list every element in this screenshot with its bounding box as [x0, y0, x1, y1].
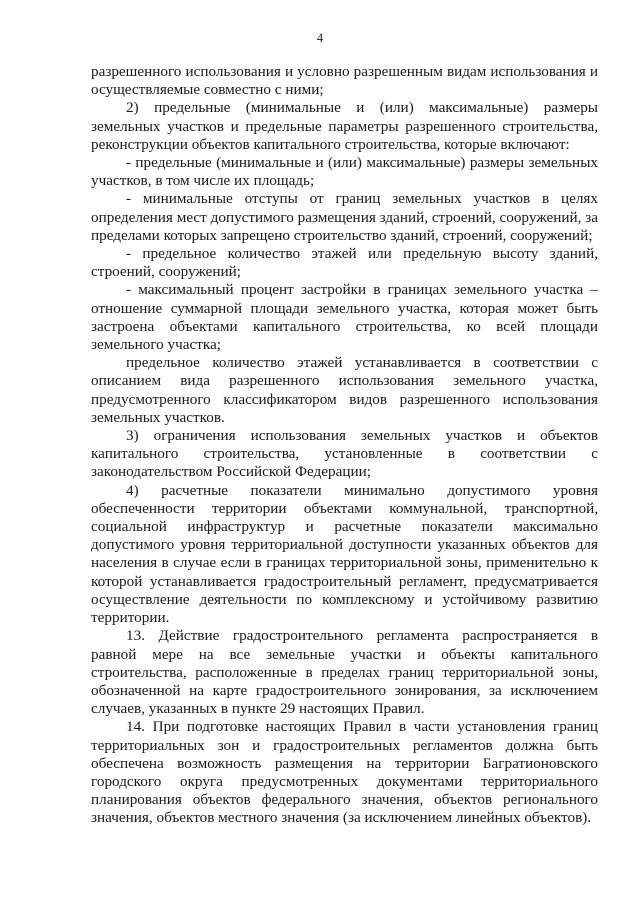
paragraph-bullet-coverage: - максимальный процент застройки в границах земельного участка – отношение суммарной площади земельного участка, которая может быть застроена объектами капитального строительства, ко всей площади земельного участка;	[91, 281, 598, 354]
paragraph-14: 14. При подготовке настоящих Правил в части установления границ территориальных зон и градостроительных регламентов должна быть обеспечена возможность размещения на территории Багратионовского городского округа предусмотренных документами территориального планирования объектов федерального значения, объектов регионального значения, объектов местного значения (за исключением линейных объектов).	[91, 718, 598, 827]
paragraph-continuation: разрешенного использования и условно разрешенным видам использования и осуществляемые совместно с ними;	[91, 63, 598, 99]
paragraph-item-4: 4) расчетные показатели минимально допустимого уровня обеспеченности территории объектами коммунальной, транспортной, социальной инфраструктур и расчетные показатели максимально допустимого уровня территориальной доступности указанных объектов для населения в случае если в границах территориальной зоны, применительно к которой устанавливается градостроительный регламент, предусматривается осуществление деятельности по комплексному и устойчивому развитию территории.	[91, 481, 598, 627]
paragraph-floors-note: предельное количество этажей устанавливается в соответствии с описанием вида разрешенного использования земельного участка, предусмотренного классификатором видов разрешенного использования земельных участков.	[91, 354, 598, 426]
page-number: 4	[316, 31, 324, 45]
paragraph-item-3: 3) ограничения использования земельных участков и объектов капитального строительства, установленные в соответствии с законодательством Российской Федерации;	[91, 427, 598, 481]
paragraph-bullet-floors: - предельное количество этажей или предельную высоту зданий, строений, сооружений;	[91, 245, 598, 281]
document-body	[91, 63, 598, 828]
paragraph-bullet-sizes: - предельные (минимальные и (или) максимальные) размеры земельных участков, в том числе их площадь;	[91, 154, 598, 190]
paragraph-item-2: 2) предельные (минимальные и (или) максимальные) размеры земельных участков и предельные параметры разрешенного строительства, реконструкции объектов капитального строительства, которые включают:	[91, 99, 598, 153]
paragraph-13: 13. Действие градостроительного регламента распространяется в равной мере на все земельные участки и объекты капитального строительства, расположенные в пределах границ территориальной зоны, обозначенной на карте градостроительного зонирования, за исключением случаев, указанных в пункте 29 настоящих Правил.	[91, 627, 598, 718]
paragraph-bullet-setbacks: - минимальные отступы от границ земельных участков в целях определения мест допустимого размещения зданий, строений, сооружений, за пределами которых запрещено строительство зданий, строений, сооружений;	[91, 190, 598, 244]
